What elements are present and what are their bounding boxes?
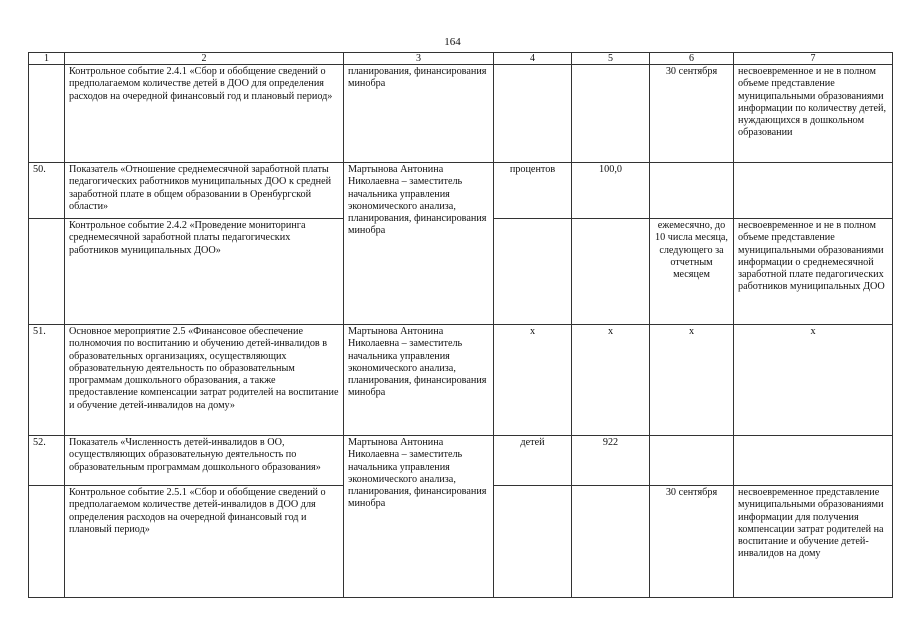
row-number-cell (29, 219, 65, 325)
value-cell (572, 65, 650, 163)
table-header-row (29, 53, 893, 65)
deadline-cell: 30 сентября (650, 65, 734, 163)
responsible-cell: Мартынова Антонина Николаевна – заместитель начальника управления экономического анализа, планирования, финансирования минобра (344, 436, 494, 598)
row-number-cell (29, 486, 65, 598)
event-name-cell: Контрольное событие 2.4.2 «Проведение мониторинга среднемесячной заработной платы педагогических работников муниципальных ДОО» (65, 219, 344, 325)
header-cell-3: 3 (344, 53, 494, 65)
header-cell-4: 4 (494, 53, 572, 65)
event-name-cell: Контрольное событие 2.4.1 «Сбор и обобщение сведений о предполагаемом количестве детей в ДОО для определения расходов на очередной финансовый год и плановый период» (65, 65, 344, 163)
table-row (29, 65, 893, 163)
deadline-cell (650, 436, 734, 486)
value-cell (572, 486, 650, 598)
row-number-cell (29, 65, 65, 163)
value-cell: х (572, 325, 650, 436)
header-cell-1: 1 (29, 53, 65, 65)
value-cell (572, 219, 650, 325)
header-cell-7: 7 (734, 53, 893, 65)
value-cell: 100,0 (572, 163, 650, 219)
risk-cell: несвоевременное представление муниципальными образованиями информации для получения компенсации затрат родителей на воспитание и обучение детей-инвалидов на дому (734, 486, 893, 598)
value-cell: 922 (572, 436, 650, 486)
row-number-cell: 52. (29, 436, 65, 486)
header-cell-5: 5 (572, 53, 650, 65)
header-cell-2: 2 (65, 53, 344, 65)
unit-cell (494, 486, 572, 598)
risk-cell: х (734, 325, 893, 436)
deadline-cell: ежемесячно, до 10 числа месяца, следующего за отчетным месяцем (650, 219, 734, 325)
responsible-cell: Мартынова Антонина Николаевна – заместитель начальника управления экономического анализа, планирования, финансирования минобра (344, 325, 494, 436)
risk-cell: несвоевременное и не в полном объеме представление муниципальными образованиями информации о среднемесячной заработной плате педагогических работников муниципальных ДОО (734, 219, 893, 325)
responsible-cell: Мартынова Антонина Николаевна – заместитель начальника управления экономического анализа, планирования, финансирования минобра (344, 163, 494, 325)
risk-cell (734, 436, 893, 486)
table-row (29, 436, 893, 486)
indicator-name-cell: Показатель «Численность детей-инвалидов в ОО, осуществляющих образовательную деятельность по образовательным программам дошкольного образования» (65, 436, 344, 486)
plan-table (28, 52, 893, 598)
deadline-cell: 30 сентября (650, 486, 734, 598)
responsible-cell: планирования, финансирования минобра (344, 65, 494, 163)
unit-cell (494, 219, 572, 325)
deadline-cell: х (650, 325, 734, 436)
table-row (29, 325, 893, 436)
unit-cell: х (494, 325, 572, 436)
event-name-cell: Контрольное событие 2.5.1 «Сбор и обобщение сведений о предполагаемом количестве детей-инвалидов в ДОО для определения расходов на очередной финансовый год и плановый период» (65, 486, 344, 598)
unit-cell: процентов (494, 163, 572, 219)
activity-name-cell: Основное мероприятие 2.5 «Финансовое обеспечение полномочия по воспитанию и обучению детей-инвалидов в образовательных организациях, осуществляющих образовательную деятельность по образовательным программам дошкольного образования, а также предоставление компенсации затрат родителей на воспитание и обучение детей-инвалидов на дому» (65, 325, 344, 436)
row-number-cell: 50. (29, 163, 65, 219)
header-cell-6: 6 (650, 53, 734, 65)
indicator-name-cell: Показатель «Отношение среднемесячной заработной платы педагогических работников муниципальных ДОО к средней заработной плате в общем образовании в Оренбургской области» (65, 163, 344, 219)
page-number: 164 (444, 36, 461, 48)
row-number-cell: 51. (29, 325, 65, 436)
risk-cell: несвоевременное и не в полном объеме представление муниципальными образованиями информации по количеству детей, нуждающихся в дошкольном образовании (734, 65, 893, 163)
unit-cell (494, 65, 572, 163)
deadline-cell (650, 163, 734, 219)
unit-cell: детей (494, 436, 572, 486)
table-row (29, 163, 893, 219)
risk-cell (734, 163, 893, 219)
